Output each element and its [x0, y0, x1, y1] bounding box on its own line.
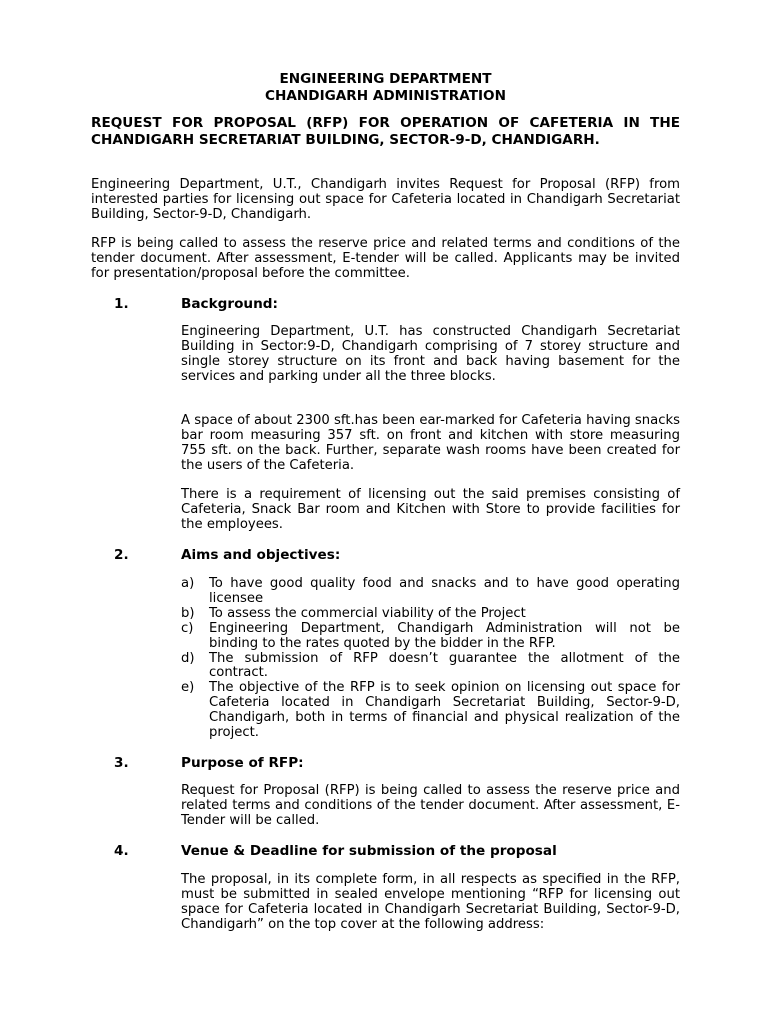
list-item-text: Engineering Department, Chandigarh Administration will not be binding to the rates quoted by the bidder in the RFP.	[209, 620, 680, 651]
list-item-letter: b)	[181, 605, 195, 621]
list-item	[181, 607, 680, 622]
header-department: ENGINEERING DEPARTMENT	[279, 71, 492, 87]
objectives-list	[181, 577, 680, 741]
intro-paragraph-2: RFP is being called to assess the reserve price and related terms and conditions of the tender document. After assessment, E-tender will be called. Applicants may be invited for presentation/proposal before the committee.	[91, 236, 680, 281]
section-4-heading: Venue & Deadline for submission of the proposal	[181, 843, 557, 859]
section-1-heading: Background:	[181, 296, 278, 312]
list-item	[181, 577, 680, 607]
document-title: REQUEST FOR PROPOSAL (RFP) FOR OPERATION OF CAFETERIA IN THE CHANDIGARH SECRETARIAT BUILDING, SECTOR-9-D, CHANDIGARH.	[91, 115, 680, 148]
section-1-paragraph-3: There is a requirement of licensing out the said premises consisting of Cafeteria, Snack Bar room and Kitchen with Store to provide facilities for the employees.	[181, 487, 680, 532]
section-1-paragraph-1: Engineering Department, U.T. has constructed Chandigarh Secretariat Building in Sector:9-D, Chandigarh comprising of 7 storey structure and single storey structure on its front and back having basement for the services and parking under all the three blocks.	[181, 324, 680, 384]
intro-paragraph-1: Engineering Department, U.T., Chandigarh invites Request for Proposal (RFP) from interested parties for licensing out space for Cafeteria located in Chandigarh Secretariat Building, Sector-9-D, Chandigarh.	[91, 177, 680, 222]
section-4-number: 4.	[114, 843, 129, 859]
header-administration: CHANDIGARH ADMINISTRATION	[265, 87, 506, 104]
section-2-number: 2.	[114, 547, 129, 563]
list-item-text: The objective of the RFP is to seek opinion on licensing out space for Cafeteria located in Chandigarh Secretariat Building, Sector-9-D, Chandigarh, both in terms of financial and physical realization of the project.	[209, 680, 680, 741]
list-item-letter: c)	[181, 620, 194, 636]
list-item	[181, 681, 680, 741]
section-4-paragraph-1: The proposal, in its complete form, in all respects as specified in the RFP, must be submitted in sealed envelope mentioning “RFP for licensing out space for Cafeteria located in Chandigarh Secretariat Building, Sector-9-D, Chandigarh” on the top cover at the following address:	[181, 872, 680, 932]
list-item	[181, 622, 680, 652]
list-item-text: The submission of RFP doesn’t guarantee the allotment of the contract.	[209, 650, 680, 681]
section-1-paragraph-2: A space of about 2300 sft.has been ear-marked for Cafeteria having snacks bar room measuring 357 sft. on front and kitchen with store measuring 755 sft. on the back. Further, separate wash rooms have been created for the users of the Cafeteria.	[181, 413, 680, 473]
list-item-letter: d)	[181, 650, 195, 666]
section-3-number: 3.	[114, 755, 129, 771]
document-header	[91, 71, 680, 104]
list-item	[181, 652, 680, 682]
list-item-text: To have good quality food and snacks and to have good operating licensee	[209, 576, 680, 606]
section-2-heading: Aims and objectives:	[181, 547, 341, 563]
section-3-paragraph-1: Request for Proposal (RFP) is being called to assess the reserve price and related terms and conditions of the tender document. After assessment, E-Tender will be called.	[181, 783, 680, 828]
list-item-letter: a)	[181, 576, 195, 591]
section-1-number: 1.	[114, 296, 129, 312]
list-item-text: To assess the commercial viability of the Project	[209, 605, 526, 621]
section-3-heading: Purpose of RFP:	[181, 755, 304, 771]
list-item-letter: e)	[181, 680, 195, 696]
